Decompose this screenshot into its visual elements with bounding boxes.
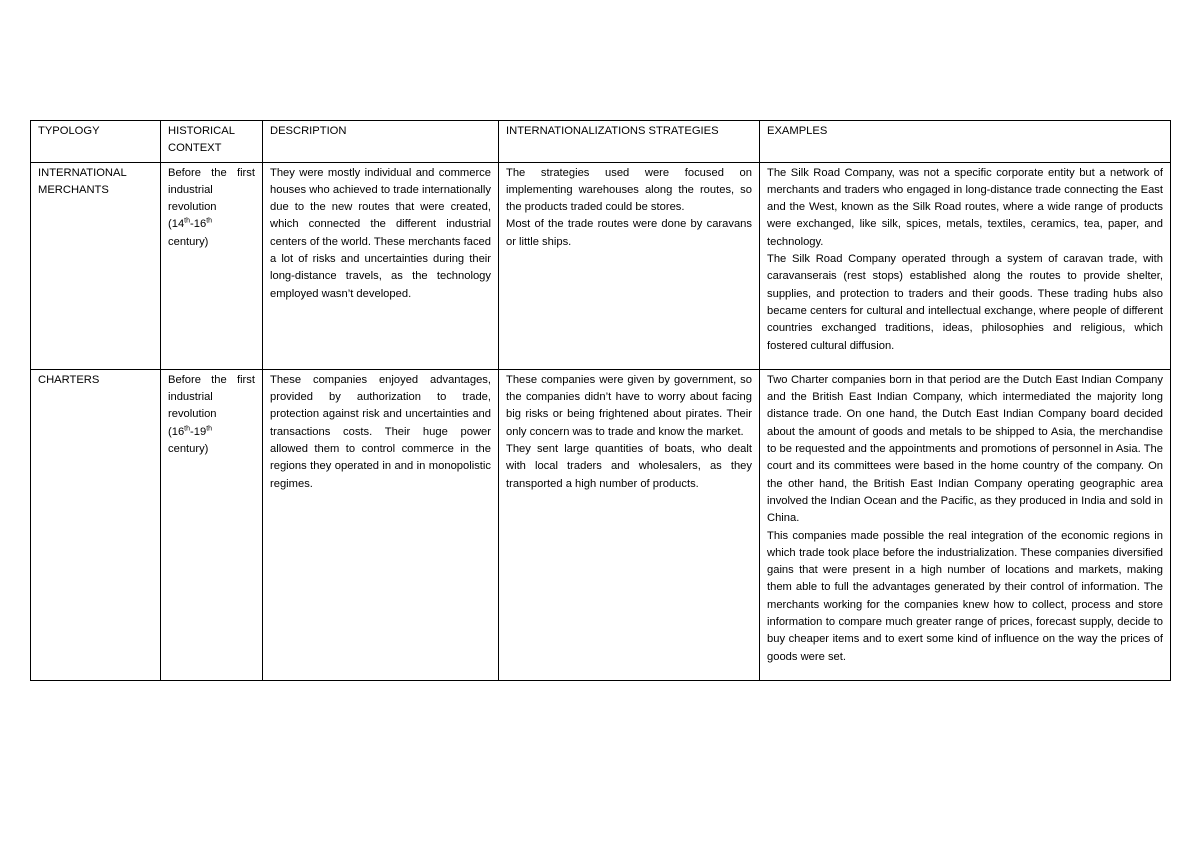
examples-paragraph: This companies made possible the real integration of the economic regions in which trade took place before the industrialization. These companies diversified gains that were present in a high number of locations and markets, making them able to full the advantages generated by their control of information. The merchants working for the companies knew how to collect, process and store information to compare much greater range of prices, forecast supply, decide to buy cheaper items and to exert some kind of influence on the way the prices of goods were set. bbox=[767, 529, 1163, 663]
context-period: (16th-19th bbox=[168, 425, 213, 438]
table-header-row bbox=[31, 121, 1171, 163]
strategies-paragraph: These companies were given by government, so the companies didn’t have to worry about facing big risks or being frightened about pirates. Their only concern was to trade and know the market. bbox=[506, 373, 752, 438]
cell-typology: INTERNATIONAL MERCHANTS bbox=[31, 162, 161, 369]
cell-historical-context: Before the first industrial revolution (16th-19th century) bbox=[161, 369, 263, 680]
table-row bbox=[31, 369, 1171, 680]
header-strategies: INTERNATIONALIZATIONS STRATEGIES bbox=[499, 121, 760, 163]
table-row bbox=[31, 162, 1171, 369]
examples-paragraph: The Silk Road Company operated through a system of caravan trade, with caravanserais (rest stops) established along the routes to provide shelter, supplies, and protection to traders and their goods. These trading hubs also became centers for cultural and intellectual exchange, where people of different countries exchanged traditions, ideas, philosophies and religious, which fostered cultural diffusion. bbox=[767, 253, 1163, 352]
cell-strategies bbox=[499, 162, 760, 369]
strategies-paragraph: Most of the trade routes were done by caravans or little ships. bbox=[506, 218, 752, 248]
cell-examples bbox=[760, 369, 1171, 680]
cell-strategies bbox=[499, 369, 760, 680]
examples-paragraph: Two Charter companies born in that period are the Dutch East Indian Company and the British East Indian Company, which intermediated the majority long distance trade. On one hand, the Dutch East Indian Company board decided about the amount of goods and metals to be shipped to Asia, the merchandise to be requested and the appointments and promotions of personnel in Asia. The court and its committees were based in the home country of the company. On the other hand, the British East Indian Company operating geographic area involved the Indian Ocean and the Pacific, as they produced in India and sold in China. bbox=[767, 373, 1163, 525]
cell-historical-context: Before the first industrial revolution (14th-16th century) bbox=[161, 162, 263, 369]
cell-description: They were mostly individual and commerce houses who achieved to trade internationally due to the new routes that were created, which connected the different industrial centers of the world. These merchants faced a lot of risks and uncertainties during their long-distance travels, as the technology employed wasn’t developed. bbox=[263, 162, 499, 369]
typology-table bbox=[30, 120, 1171, 681]
strategies-paragraph: They sent large quantities of boats, who dealt with local traders and wholesalers, as they transported a high number of products. bbox=[506, 443, 752, 490]
header-description: DESCRIPTION bbox=[263, 121, 499, 163]
header-historical-context: HISTORICAL CONTEXT bbox=[161, 121, 263, 163]
examples-paragraph: The Silk Road Company, was not a specific corporate entity but a network of merchants and traders who engaged in long-distance trade connecting the East and the West, known as the Silk Road routes, where a wide range of products were exchanged, like silk, spices, metals, textiles, ceramics, tea, paper, and technology. bbox=[767, 166, 1163, 248]
strategies-paragraph: The strategies used were focused on implementing warehouses along the routes, so the products traded could be stores. bbox=[506, 166, 752, 214]
cell-examples bbox=[760, 162, 1171, 369]
cell-typology: CHARTERS bbox=[31, 369, 161, 680]
header-typology: TYPOLOGY bbox=[31, 121, 161, 163]
header-examples: EXAMPLES bbox=[760, 121, 1171, 163]
cell-description: These companies enjoyed advantages, provided by authorization to trade, protection against risk and uncertainties and transactions costs. Their huge power allowed them to control commerce in the regions they operated in and in monopolistic regimes. bbox=[263, 369, 499, 680]
context-period: (14th-16th bbox=[168, 217, 213, 231]
